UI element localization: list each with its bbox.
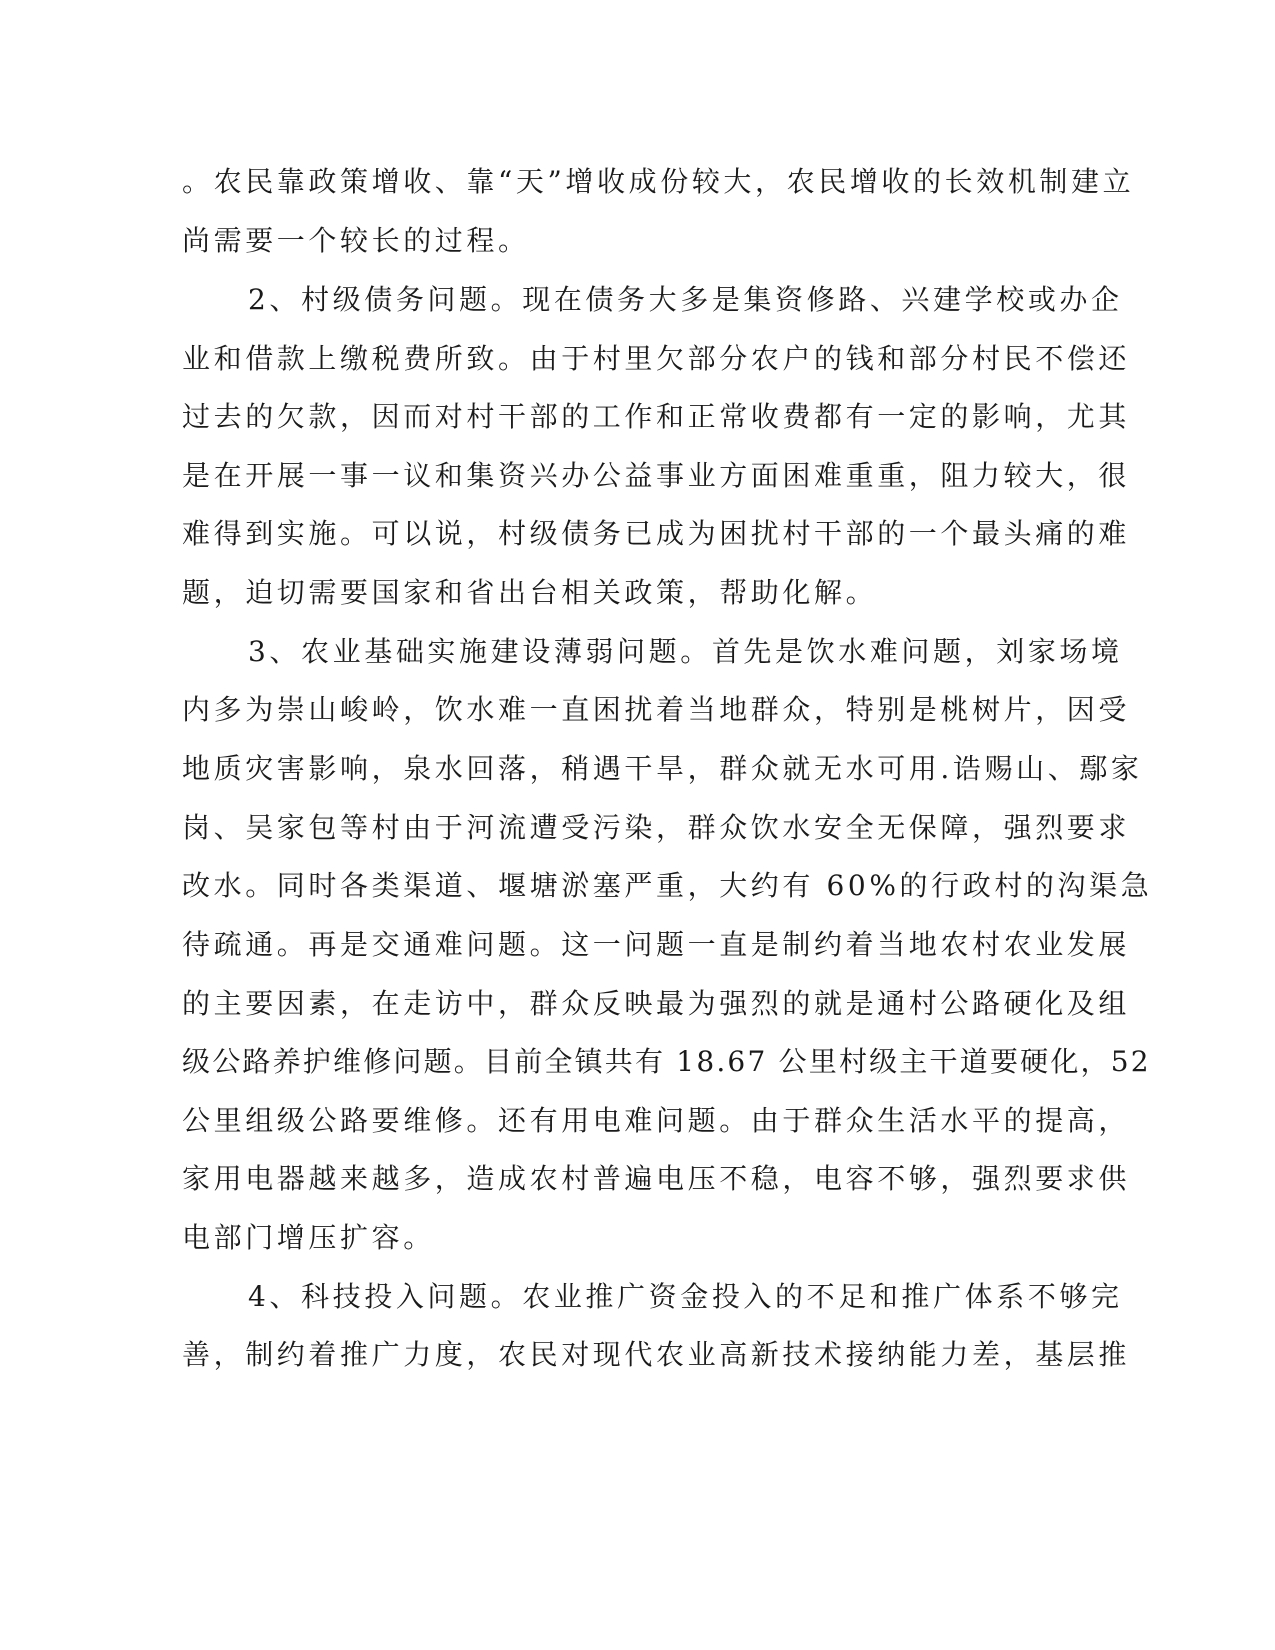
text-line: 是在开展一事一议和集资兴办公益事业方面困难重重，阻力较大，很 [182, 459, 1131, 492]
text-line: 岗、吴家包等村由于河流遭受污染，群众饮水安全无保障，强烈要求 [182, 811, 1131, 844]
paragraph-2-heading-line: 2、村级债务问题。现在债务大多是集资修路、兴建学校或办企 [248, 283, 1123, 316]
text-line: 地质灾害影响，泉水回落，稍遇干旱，群众就无水可用.诰赐山、鄢家 [182, 752, 1143, 785]
text-line: 尚需要一个较长的过程。 [182, 224, 530, 257]
text-line: 改水。同时各类渠道、堰塘淤塞严重，大约有 60%的行政村的沟渠急 [182, 869, 1153, 902]
text-line: 家用电器越来越多，造成农村普遍电压不稳，电容不够，强烈要求供 [182, 1162, 1131, 1195]
text-line: 电部门增压扩容。 [182, 1221, 435, 1254]
paragraph-4-heading-line: 4、科技投入问题。农业推广资金投入的不足和推广体系不够完 [248, 1280, 1123, 1313]
text-line: 。农民靠政策增收、靠“天”增收成份较大，农民增收的长效机制建立 [182, 165, 1135, 198]
text-line: 的主要因素，在走访中，群众反映最为强烈的就是通村公路硬化及组 [182, 987, 1131, 1020]
text-line: 题，迫切需要国家和省出台相关政策，帮助化解。 [182, 576, 878, 609]
text-line: 难得到实施。可以说，村级债务已成为困扰村干部的一个最头痛的难 [182, 517, 1131, 550]
text-line: 过去的欠款，因而对村干部的工作和正常收费都有一定的影响，尤其 [182, 400, 1131, 433]
text-line: 内多为崇山峻岭，饮水难一直困扰着当地群众，特别是桃树片，因受 [182, 693, 1131, 726]
text-line: 业和借款上缴税费所致。由于村里欠部分农户的钱和部分村民不偿还 [182, 342, 1131, 375]
text-line: 待疏通。再是交通难问题。这一问题一直是制约着当地农村农业发展 [182, 928, 1131, 961]
text-line: 善，制约着推广力度，农民对现代农业高新技术接纳能力差，基层推 [182, 1338, 1131, 1371]
text-line: 级公路养护维修问题。目前全镇共有 18.67 公里村级主干道要硬化，52 [182, 1045, 1151, 1078]
paragraph-3-heading-line: 3、农业基础实施建设薄弱问题。首先是饮水难问题，刘家场境 [248, 635, 1123, 668]
text-line: 公里组级公路要维修。还有用电难问题。由于群众生活水平的提高， [182, 1104, 1131, 1137]
